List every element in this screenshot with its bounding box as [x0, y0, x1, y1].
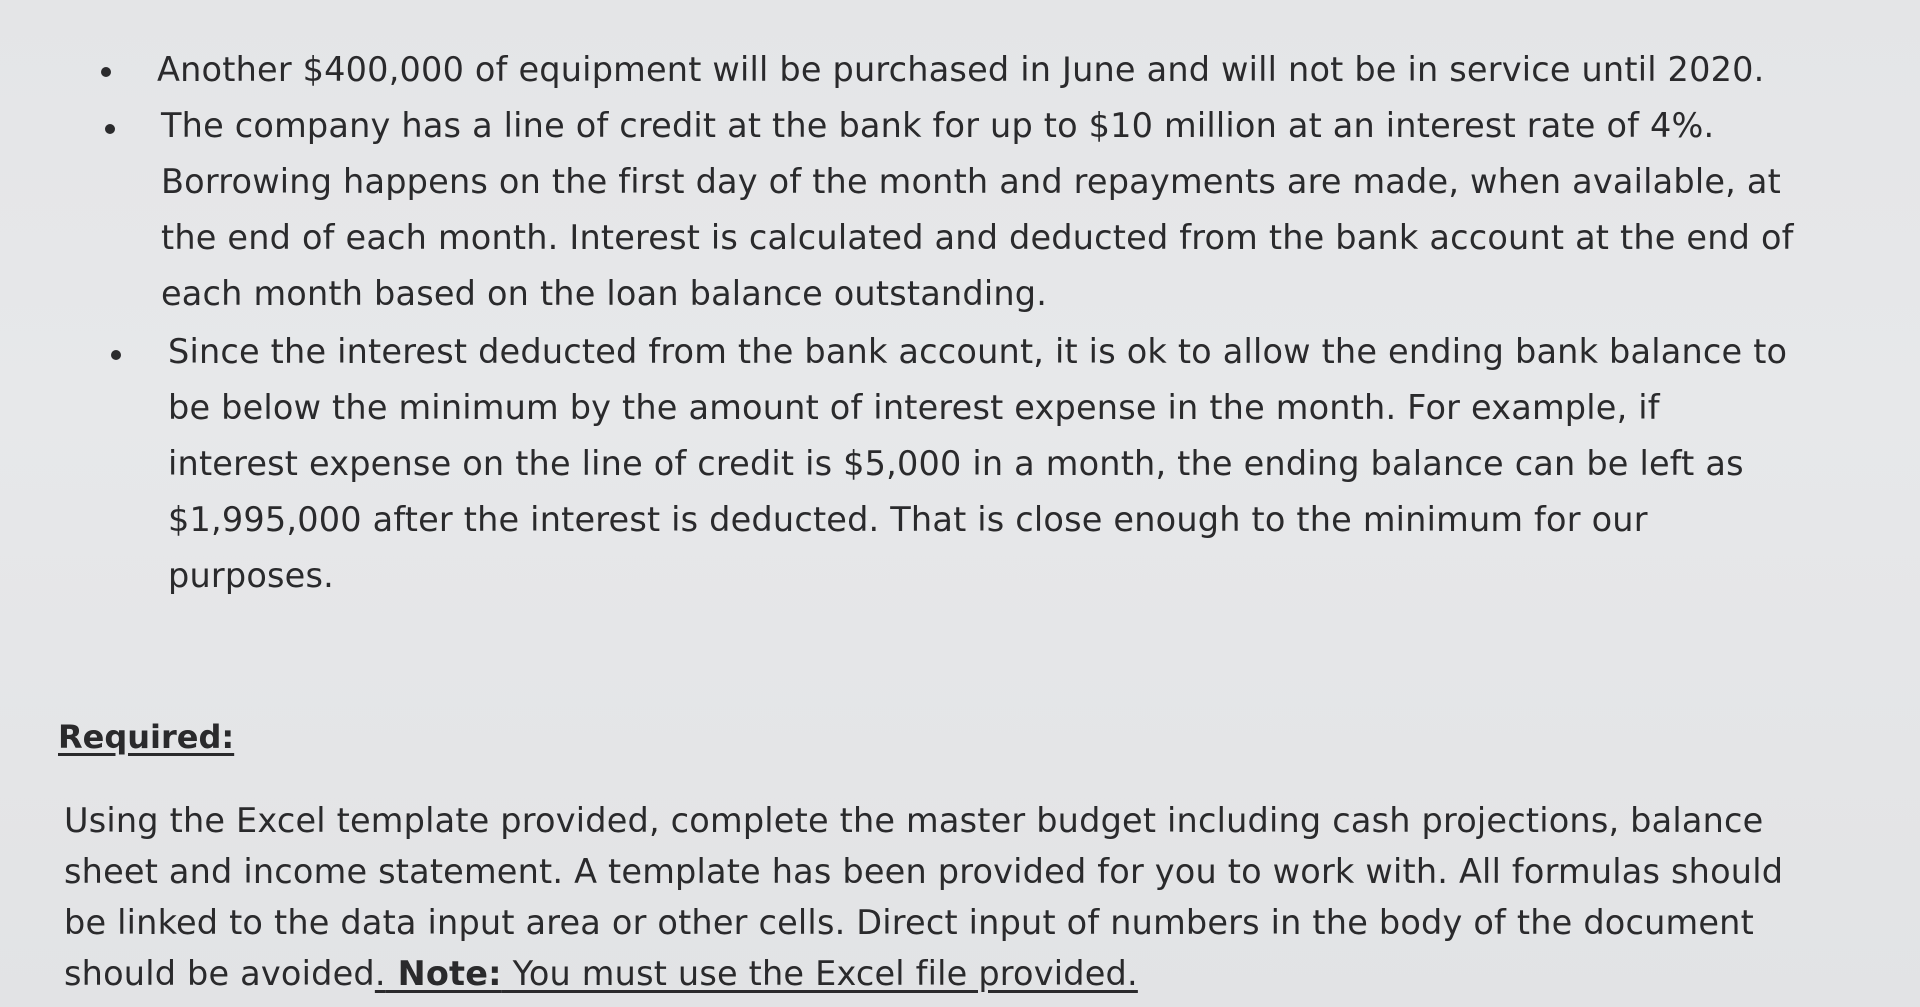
required-body — [64, 795, 1783, 999]
note-text: You must use the Excel file provided. — [501, 954, 1138, 993]
text-line: Since the interest deducted from the bank account, it is ok to allow the ending bank balance to — [168, 332, 1788, 371]
text-line: $1,995,000 after the interest is deducted. That is close enough to the minimum for our — [168, 500, 1648, 539]
text-line: Borrowing happens on the first day of the month and repayments are made, when available, at — [161, 162, 1781, 201]
bullet-text — [157, 42, 1764, 98]
text-line-last — [64, 948, 1783, 999]
note-underlined — [375, 954, 1138, 993]
text-line: interest expense on the line of credit is $5,000 in a month, the ending balance can be left as — [168, 444, 1744, 483]
text-line: purposes. — [168, 556, 334, 595]
bullet-dot-icon — [105, 124, 115, 134]
bullet-text — [168, 324, 1787, 604]
required-heading: Required: — [58, 718, 235, 756]
text-line: be below the minimum by the amount of interest expense in the month. For example, if — [168, 388, 1660, 427]
bullet-dot-icon — [101, 67, 111, 77]
note-label: Note: — [385, 954, 502, 993]
text-line: Another $400,000 of equipment will be purchased in June and will not be in service until 2020. — [157, 50, 1765, 89]
text-line: Using the Excel template provided, complete the master budget including cash projections, balance — [64, 801, 1764, 840]
text-line: The company has a line of credit at the bank for up to $10 million at an interest rate of 4%. — [161, 106, 1715, 145]
last-line-prefix: should be avoided — [64, 954, 375, 993]
bullet-text — [161, 98, 1794, 322]
text-line: each month based on the loan balance outstanding. — [161, 274, 1048, 313]
text-line: the end of each month. Interest is calculated and deducted from the bank account at the end of — [161, 218, 1794, 257]
text-line: sheet and income statement. A template has been provided for you to work with. All formulas should — [64, 852, 1784, 891]
last-line-period: . — [374, 954, 386, 993]
bullet-dot-icon — [111, 350, 121, 360]
text-line: be linked to the data input area or other cells. Direct input of numbers in the body of the document — [64, 903, 1754, 942]
